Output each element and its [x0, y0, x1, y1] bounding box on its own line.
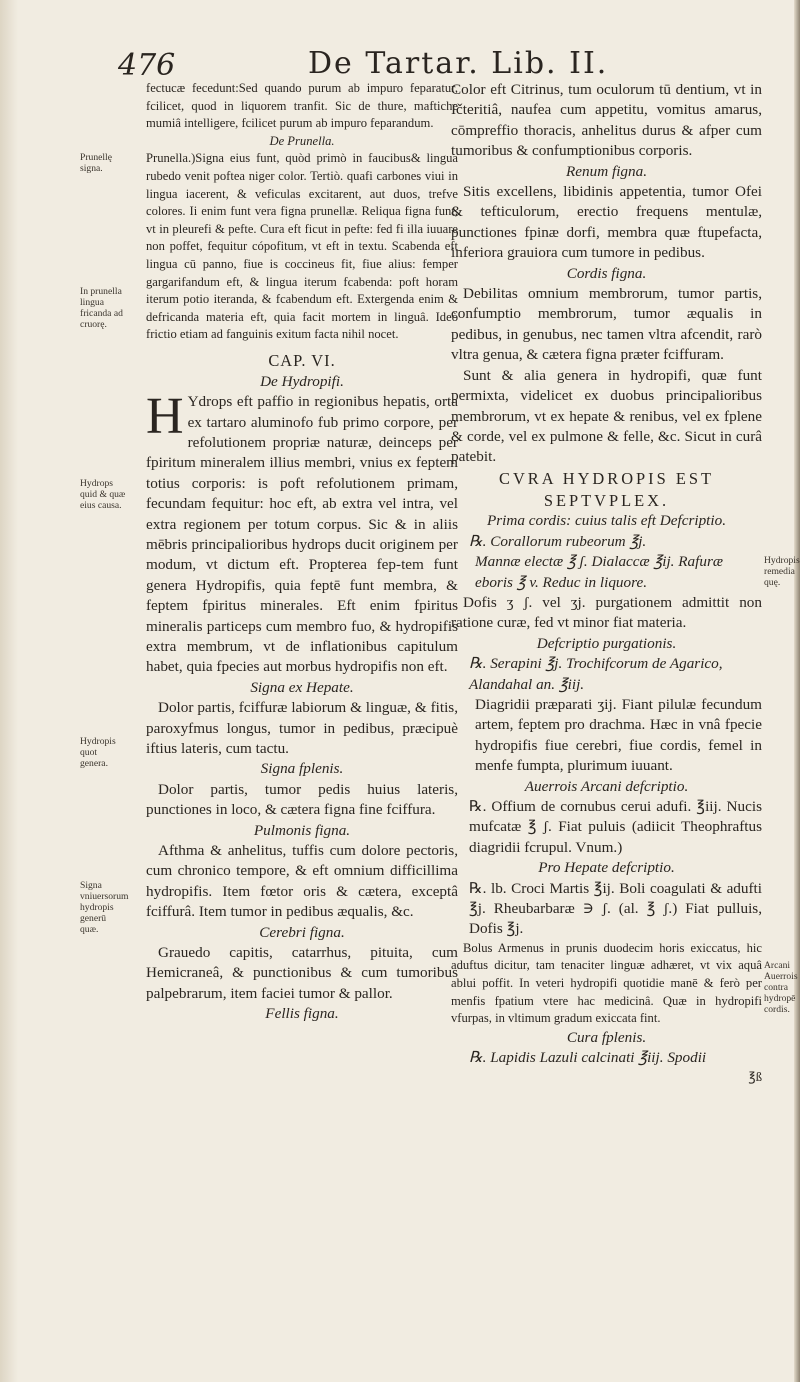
drop-cap: H: [146, 388, 184, 446]
recipe-line: ℞. Serapini ℥j. Trochifcorum de Agarico, Alandahal an. ℥iij.: [469, 655, 723, 693]
margin-note: Signa vniuersorum hydropis generū quæ.: [80, 880, 129, 935]
margin-note: Arcani Auerrois contra hydropē cordis.: [764, 960, 798, 1015]
page-number: 476: [118, 48, 176, 83]
paragraph: H Ydrops eft paffio in regionibus hepatis, orta ex tartaro aluminofo fub primo corpore, per refolutionem propriæ naturæ, deinceps per fpiritum mineralem illius membri, vnius ex feptem totius corporis: is poft refolutionem primam, fecundam fequitur: hoc eft, ab extra vel intra, vel extra regionem per totum corpus. Sic & in aliis mēbris principalioribus hydrops ducit originem per modum, vt dictum eft. Propterea fep-tem funt genera Hydropifis, quia feptē funt membra, & feptem fpiritus minerales. Eft enim fpiritus mineralis particeps cum membro fuo, & hydropifis extra membrum, vt de inflationibus capitulum habet, quia fpecies aut morbus hydropifis non eft.: [146, 388, 458, 676]
margin-note: Hydropis remedia quę.: [764, 555, 800, 588]
paragraph: Color eft Citrinus, tum oculorum tū dentium, vt in Ičteritiâ, naufea cum appetitu, vomitus amarus, cōmpreffio thoracis, anhelitus durus & afper cum tumoribus & confumptionibus corporis.: [451, 81, 762, 160]
recipe-line: ℞. Lapidis Lazuli calcinati ℥iij. Spodii: [469, 1049, 707, 1067]
running-title: De Tartar. Lib. II.: [308, 46, 609, 81]
paragraph: Diagridii præparati ʒij. Fiant pilulæ fecundum artem, feptem pro drachma. Hæc in vnâ fpecie hydropifis fiue cerebri, fiue cordis, femel in menfe fumpta, plurimum iuuant.: [475, 695, 762, 775]
section-heading: Renum figna.: [566, 162, 647, 180]
paragraph: Afthma & anhelitus, tuffis cum dolore pectoris, cum chronico tempore, & eft omnium difficillima hydropifis. Item fœtor oris & cætera, exceptâ fciffurâ. Item tumor in pedibus æqualis, &c.: [146, 842, 458, 921]
paragraph: Dolor partis, tumor pedis huius lateris, punctiones in loco, & cætera figna fine fciffura.: [146, 780, 458, 819]
paragraph: Dolor partis, fciffuræ labiorum & linguæ, & fitis, paroxyfmus longus, tumor in pedibus, præcipuè iftius lateris, cum tactu.: [146, 699, 458, 758]
paragraph: Dofis ʒ ʃ. vel ʒj. purgationem admittit non ratione curæ, fed vt minor fiat materia.: [451, 593, 762, 632]
margin-note: Hydrops quid & quæ eius causa.: [80, 478, 126, 511]
recipe-line: Mannæ electæ ℥ ʃ. Dialaccæ ℥ij. Rafuræ eboris ℥ v. Reduc in liquore.: [475, 553, 723, 591]
paragraph: Sunt & alia genera in hydropifi, quæ funt permixta, videlicet ex duobus principalioribus membrorum, vt ex hepate & renibus, vel ex fplene & corde, vel ex pulmone & felle, &c. Sicut in curâ patebit.: [451, 366, 762, 466]
section-heading: De Hydropifi.: [260, 372, 344, 390]
page-gutter: [0, 0, 18, 1382]
right-column: [451, 80, 762, 1086]
paragraph: Sitis excellens, libidinis appetentia, tumor Ofei & tefticulorum, erectio frequens mentulæ, punctiones fpinæ dorfi, membra quæ ftupefacta, inferiora grauiora cum tumore in pedibus.: [451, 183, 762, 262]
recipe-heading: Defcriptio purgationis.: [536, 634, 677, 652]
catchword: ℥ß: [748, 1069, 762, 1084]
recipe-line: ℞. Offium de cornubus cerui adufi. ℥iij. Nucis mufcatæ ℥ ʃ. Fiat puluis (adiicit Theophraftus diagridii fcrupul. Vnum.): [469, 798, 762, 856]
paragraph: fectucæ fecedunt:Sed quando purum ab impuro feparatur, fcilicet, quod in liquorem tranfit. Sic de thure, maftiche mumiâ intelligere, fcilicet purum ab impuro feparandum.: [146, 81, 458, 131]
section-heading: Signa fplenis.: [260, 760, 344, 778]
paragraph: Debilitas omnium membrorum, tumor partis, confumptio membrorum, tumor æqualis in pedibus, in genubus, nec tamen vltra afcendit, rarò vltra genua, & cætera figna præter fciffuram.: [451, 285, 762, 364]
paragraph: Prunella.)Signa eius funt, quòd primò in faucibus& lingua rubedo venit poftea niger color. Tertiò. quafi carbones viui in lingua iacerent, & veficulas excitarent, aut duos, trefve colores. Ii enim funt vera figna prunellæ. Reliqua figna funt, vt in pleurefi & pefte. Cura eft ficut in pefte: fed fi illa iuuare non poffet, fequitur cópofitum, vt eft in textu. Scabenda eft lingua cū panno, fiue is coccineus fit, fiue alius: femper gargarifandum eft, & lingua iterum fcabenda: poft horam iterum potio iteranda, & fcabendum eft. Extergenda enim & defricanda materia eft, quia facit mortem in linguâ. Ideò frictio etiam ad fanguinis exitum facta nihil nocet.: [146, 151, 458, 342]
section-heading: Fellis figna.: [265, 1005, 339, 1023]
page-edge: [794, 0, 800, 1382]
section-heading: Cordis figna.: [566, 264, 647, 282]
running-header: [118, 46, 778, 82]
section-heading: Cerebri figna.: [259, 923, 345, 941]
margin-note: Hydropis quot genera.: [80, 736, 116, 769]
recipe-heading: Pro Hepate defcriptio.: [538, 859, 675, 877]
left-column: [146, 80, 458, 1025]
recipe-line: ℞. Corallorum rubeorum ℥j.: [469, 532, 647, 550]
section-title-caps: CVRA HYDROPIS EST SEPTVPLEX.: [499, 468, 714, 510]
section-heading: Signa ex Hepate.: [250, 678, 354, 696]
margin-note: Prunellę signa.: [80, 152, 112, 174]
margin-note: In prunella lingua fricanda ad cruorę.: [80, 286, 123, 330]
section-heading: Pulmonis figna.: [253, 821, 351, 839]
chapter-heading: CAP. VI.: [268, 350, 336, 370]
paragraph: Bolus Armenus in prunis duodecim horis exiccatus, hic aduftus dicitur, tam tenaciter linguæ adhæret, vt vix aquâ ablui poffit. In veteri hydropifi quotidie manē & ferò per menfis fpatium vtere hac medicinâ. Quæ in hydropifi vfurpas, in vltimum gradum exiccata fint.: [451, 940, 762, 1026]
section-heading: De Prunella.: [269, 133, 335, 148]
recipe-heading: Auerrois Arcani defcriptio.: [524, 777, 689, 795]
recipe-heading: Prima cordis: cuius talis eft Defcriptio.: [486, 512, 727, 530]
recipe-heading: Cura fplenis.: [566, 1028, 647, 1046]
paragraph: Grauedo capitis, catarrhus, pituita, cum Hemicraneâ, & punctionibus & cum tumoribus palpebrarum, item faciei tumor & pallor.: [146, 944, 458, 1002]
recipe-line: ℞. lb. Croci Martis ℥ij. Boli coagulati & adufti ℥j. Rheubarbaræ ∋ ʃ. (al. ℥ ʃ.) Fiat pulluis, Dofis ℥j.: [469, 879, 762, 938]
